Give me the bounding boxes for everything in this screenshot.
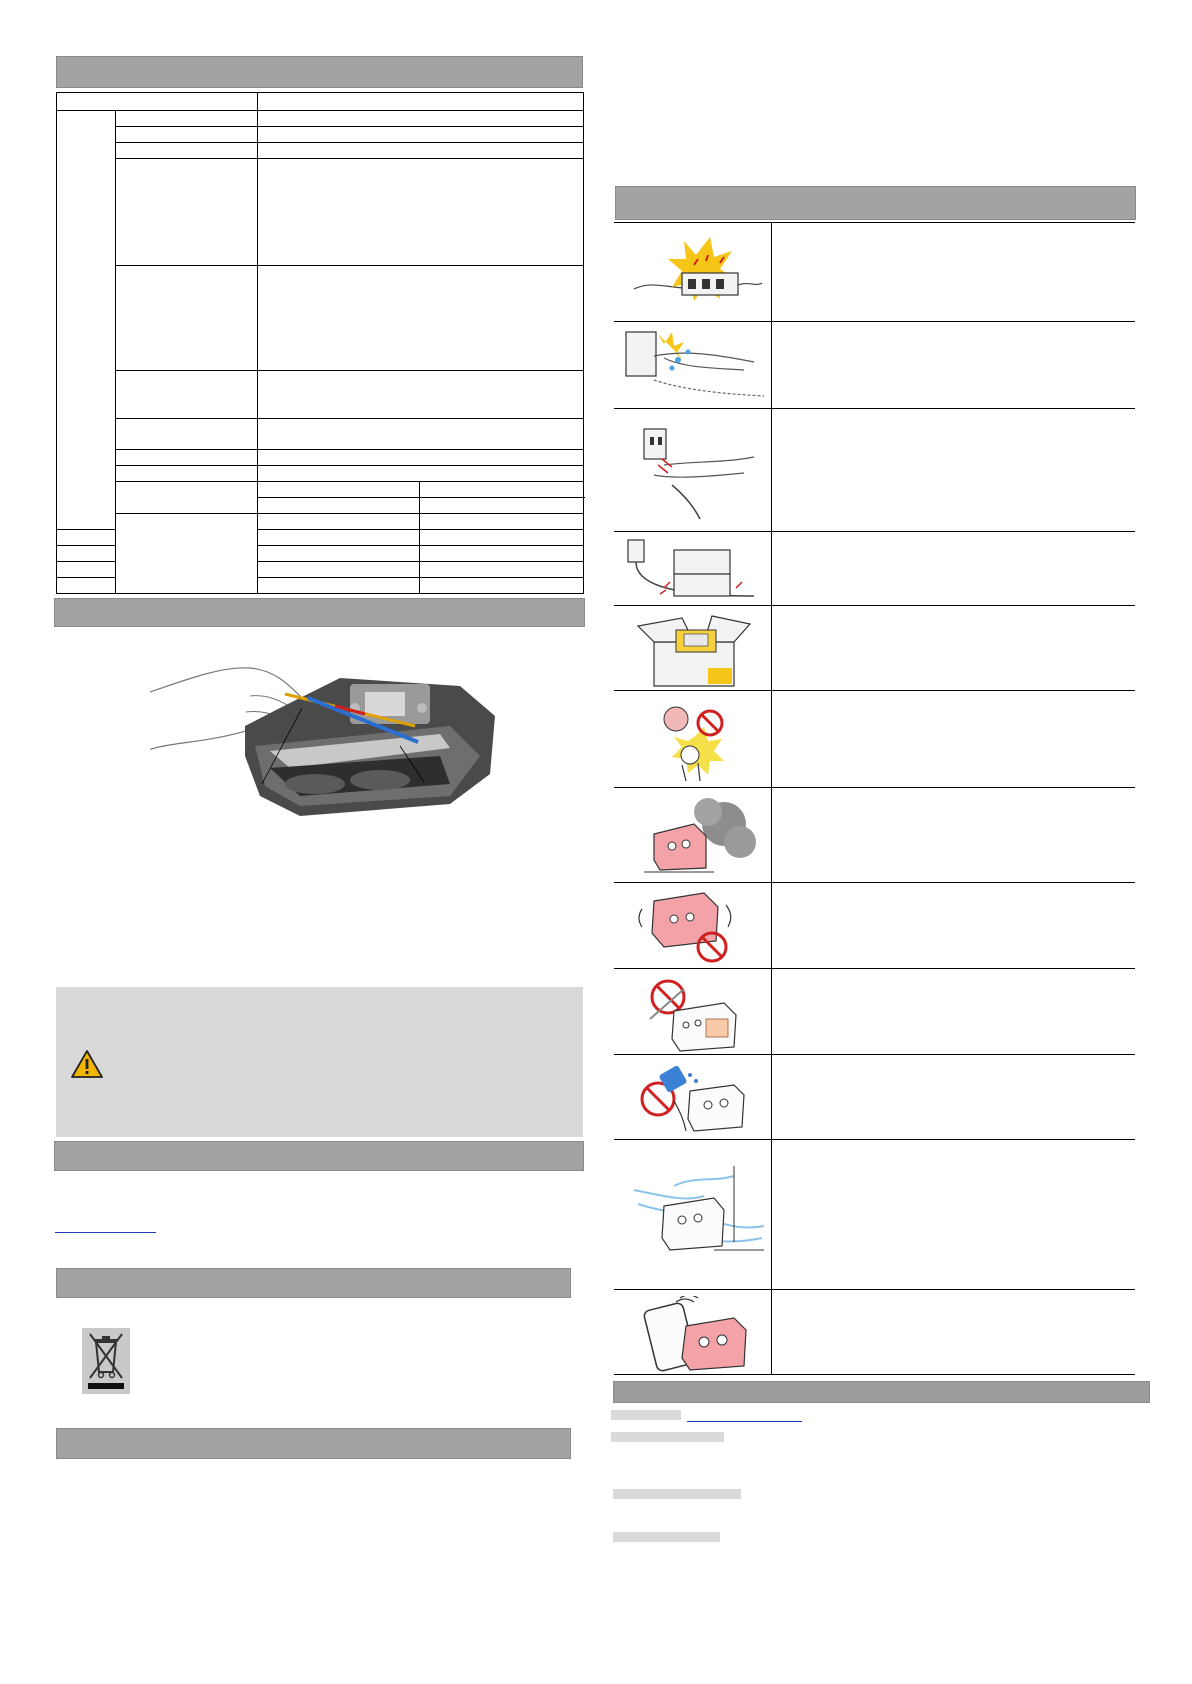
no-liquid-icon [624, 1061, 764, 1137]
table-cell [420, 530, 584, 546]
table-cell [258, 266, 584, 371]
safety-illustration-cell [614, 969, 772, 1054]
table-cell [116, 466, 258, 482]
table-cell [258, 127, 584, 143]
after-service-icon [624, 1296, 764, 1372]
table-cell [258, 578, 420, 594]
safety-illustration-cell [614, 1055, 772, 1139]
table-cell [258, 514, 420, 530]
cleaning-section-header [54, 598, 585, 627]
table-cell [258, 530, 420, 546]
table-cell [116, 111, 258, 127]
contact-label [611, 1410, 681, 1420]
safety-item [614, 968, 1135, 1054]
table-header-cell [57, 93, 258, 111]
safety-item [614, 408, 1135, 531]
table-cell [258, 111, 584, 127]
contact-link[interactable] [687, 1421, 802, 1422]
crushed-cable-icon [624, 538, 764, 602]
safety-item [614, 531, 1135, 605]
table-cell [420, 578, 584, 594]
safety-item [614, 321, 1135, 408]
ventilation-icon [624, 1146, 764, 1282]
table-cell [116, 127, 258, 143]
safety-item [614, 605, 1135, 690]
crossed-out-bin-icon [82, 1328, 130, 1394]
contact-label [613, 1489, 741, 1499]
child-hazard-icon [624, 697, 764, 783]
table-cell [57, 530, 116, 546]
table-cell [116, 159, 258, 266]
table-cell [116, 371, 258, 419]
table-cell [258, 371, 584, 419]
packaging-box-icon [624, 612, 764, 688]
table-group-cell [116, 482, 258, 514]
safety-precautions-list [614, 222, 1135, 1375]
bottom-section-header [56, 1428, 571, 1459]
table-cell [258, 546, 420, 562]
safety-illustration-cell [614, 1290, 772, 1374]
table-cell [116, 266, 258, 371]
table-cell [258, 143, 584, 159]
table-cell [420, 482, 584, 498]
table-cell [420, 562, 584, 578]
support-section-header [54, 1141, 584, 1171]
weee-section-header [56, 1268, 571, 1298]
safety-illustration-cell [614, 788, 772, 882]
specification-table [56, 92, 584, 594]
safety-item [614, 690, 1135, 787]
support-link[interactable] [55, 1232, 156, 1233]
safety-item [614, 222, 1135, 321]
specification-section-header [56, 56, 583, 88]
table-cell [258, 466, 584, 482]
table-cell [258, 159, 584, 266]
warning-box [56, 987, 583, 1137]
table-cell [258, 419, 584, 450]
wet-hand-plug-icon [624, 328, 764, 408]
table-cell [57, 578, 116, 594]
safety-illustration-cell [614, 532, 772, 605]
table-cell [258, 562, 420, 578]
pulling-cord-icon [624, 415, 764, 523]
table-cell [57, 546, 116, 562]
table-cell [258, 450, 584, 466]
warning-triangle-icon [70, 1049, 104, 1079]
safety-item [614, 882, 1135, 968]
printer-head-cleaning-illustration [150, 656, 500, 828]
safety-illustration-cell [614, 883, 772, 968]
table-cell [258, 498, 420, 514]
safety-item [614, 1289, 1135, 1375]
table-cell [57, 562, 116, 578]
safety-illustration-cell [614, 606, 772, 690]
table-group-cell [116, 514, 258, 594]
safety-illustration-cell [614, 223, 772, 321]
no-disassembly-icon [624, 975, 764, 1053]
safety-illustration-cell [614, 409, 772, 531]
table-cell [258, 482, 420, 498]
table-cell [116, 419, 258, 450]
overloaded-power-strip-icon [624, 229, 764, 313]
contact-section-header [613, 1381, 1150, 1403]
table-group-cell [57, 111, 116, 530]
safety-item [614, 1054, 1135, 1139]
contact-label [611, 1432, 724, 1442]
safety-section-header [615, 186, 1136, 220]
safety-item [614, 787, 1135, 882]
table-cell [116, 450, 258, 466]
smoke-icon [624, 794, 764, 878]
table-cell [420, 546, 584, 562]
table-cell [116, 143, 258, 159]
safety-illustration-cell [614, 691, 772, 787]
safety-item [614, 1139, 1135, 1289]
table-header-cell [258, 93, 584, 111]
shaking-printer-icon [624, 889, 764, 967]
table-cell [420, 498, 584, 514]
safety-illustration-cell [614, 322, 772, 408]
table-cell [420, 514, 584, 530]
contact-label [613, 1532, 720, 1542]
safety-illustration-cell [614, 1140, 772, 1289]
